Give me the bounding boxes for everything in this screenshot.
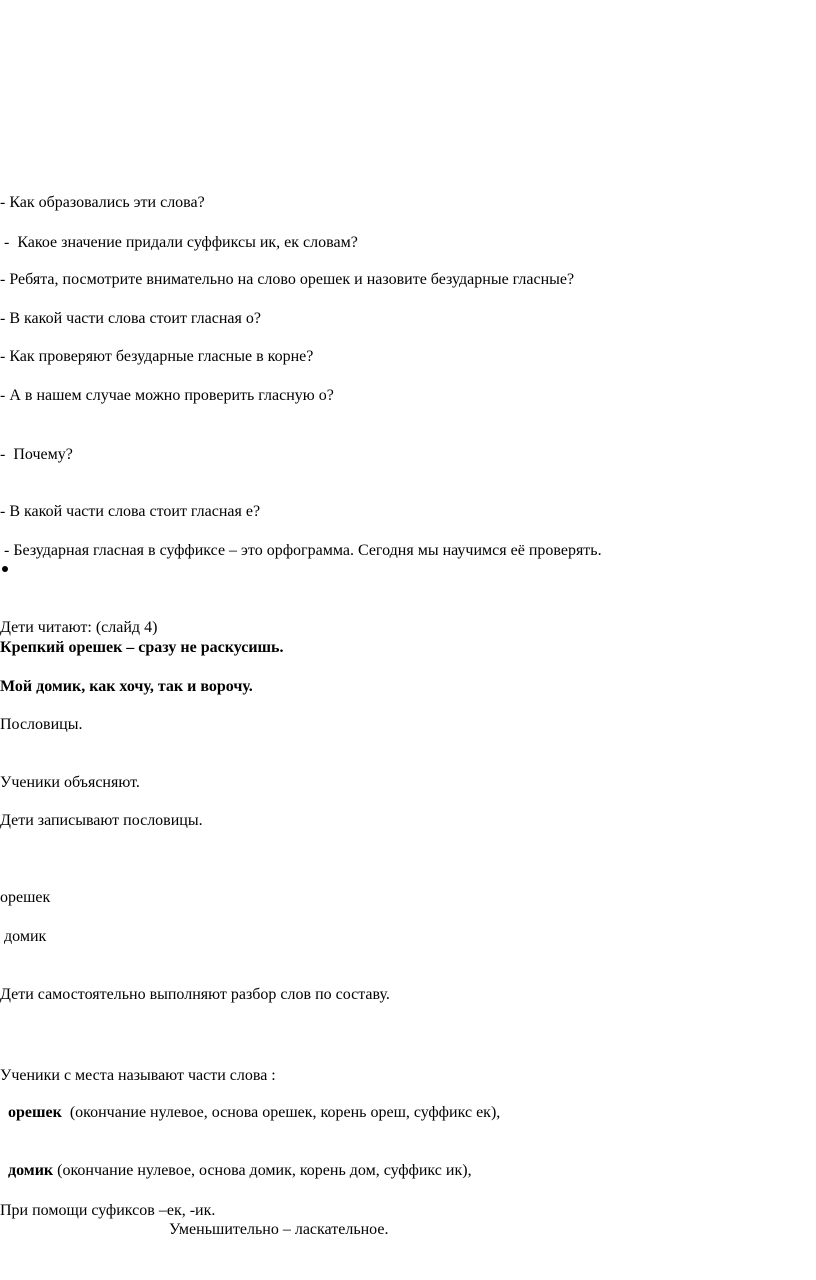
proverb-1: Крепкий орешек – сразу не раскусишь.: [0, 639, 284, 656]
meaning-answer: Уменьшительно – ласкательное.: [169, 1221, 389, 1238]
suffix-answer: При помощи суфиксов –ек, -ик.: [0, 1202, 216, 1219]
question-6: - А в нашем случае можно проверить гласную о?: [0, 387, 334, 404]
self-parse: Дети самостоятельно выполняют разбор слов по составу.: [0, 986, 390, 1003]
proverb-2: Мой домик, как хочу, так и ворочу.: [0, 678, 253, 695]
word-domik: домик: [0, 928, 47, 945]
word-oreshek: орешек: [0, 889, 51, 906]
question-7: - Почему?: [0, 446, 73, 463]
question-1: - Как образовались эти слова?: [0, 194, 205, 211]
bullet-icon: [2, 566, 8, 572]
children-write: Дети записывают пословицы.: [0, 812, 203, 829]
analysis-domik: [0, 1144, 472, 1180]
children-read: Дети читают: (слайд 4): [0, 619, 158, 636]
analysis-text: (окончание нулевое, основа домик, корень дом, суффикс ик),: [53, 1162, 472, 1179]
question-2: - Какое значение придали суффиксы ик, ек словам?: [0, 234, 358, 251]
proverbs-label: Пословицы.: [0, 716, 83, 733]
students-explain: Ученики объясняют.: [0, 774, 140, 791]
analysis-oreshek: [0, 1086, 500, 1122]
question-4: - В какой части слова стоит гласная о?: [0, 310, 261, 327]
question-5: - Как проверяют безударные гласные в корне?: [0, 348, 314, 365]
analysis-word: орешек: [8, 1104, 62, 1121]
analysis-text: (окончание нулевое, основа орешек, корень ореш, суффикс ек),: [61, 1104, 501, 1121]
question-8: - В какой части слова стоит гласная е?: [0, 503, 261, 520]
analysis-word: домик: [8, 1162, 54, 1179]
question-3: - Ребята, посмотрите внимательно на слово орешек и назовите безударные гласные?: [0, 271, 575, 288]
students-name-parts: Ученики с места называют части слова :: [0, 1067, 276, 1084]
question-9: - Безударная гласная в суффиксе – это орфограмма. Сегодня мы научимся её проверять.: [0, 542, 602, 559]
